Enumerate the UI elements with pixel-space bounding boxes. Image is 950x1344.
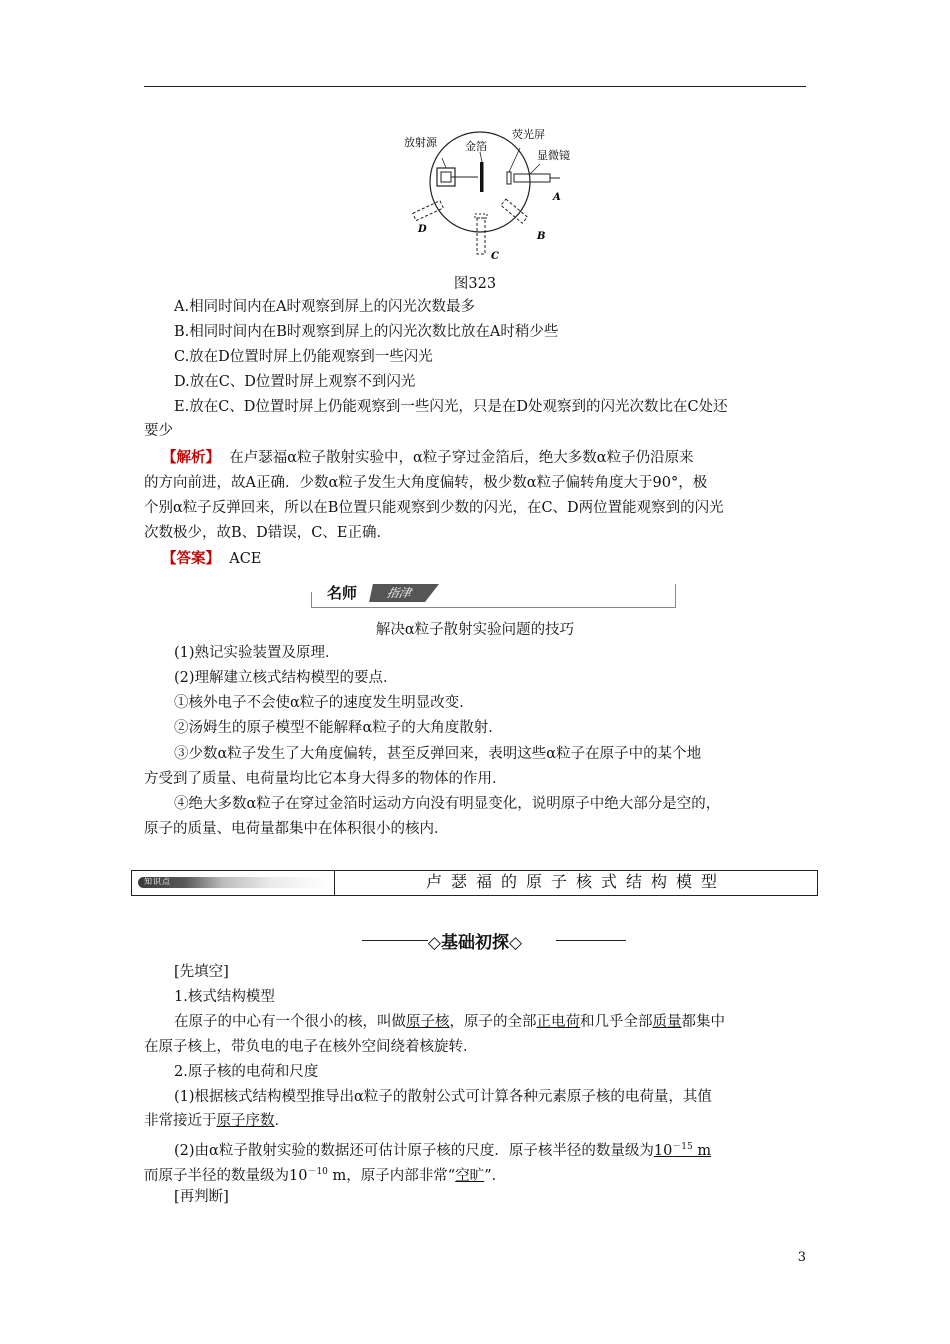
microscope-A <box>514 174 550 182</box>
tips-title: 解决α粒子散射实验问题的技巧 <box>375 622 575 638</box>
knowledge-point-label: 知识点 <box>144 877 171 886</box>
gold-foil <box>480 162 484 192</box>
tips-line-5: ③少数α粒子发生了大角度偏转，甚至反弹回来，表明这些α粒子在原子中的某个地 <box>174 746 702 762</box>
section-1-line-2: 在原子核上，带负电的电子在核外空间绕着核旋转． <box>144 1039 478 1055</box>
analysis-line-3: 个别α粒子反弹回来，所以在B位置只能观察到少数的闪光，在C、D两位置能观察到的闪光 <box>144 500 724 516</box>
knowledge-point-title: 卢瑟福的原子核式结构模型 <box>425 872 726 891</box>
tips-banner <box>311 582 676 608</box>
option-d: D.放在C、D位置时屏上观察不到闪光 <box>174 374 416 390</box>
label-B: B <box>537 231 546 242</box>
analysis-text-1: 在卢瑟福α粒子散射实验中，α粒子穿过金箔后，绝大多数α粒子仍沿原来 <box>229 450 694 466</box>
answer-tag: 【答案】 <box>162 551 220 567</box>
option-c: C.放在D位置时屏上仍能观察到一些闪光 <box>174 349 433 365</box>
label-foil: 金箔 <box>465 140 487 153</box>
option-a: A.相同时间内在A时观察到屏上的闪光次数最多 <box>174 299 476 315</box>
tips-line-1: (1)熟记实验装置及原理． <box>174 645 340 661</box>
tips-line-8: 原子的质量、电荷量都集中在体积很小的核内． <box>144 821 449 837</box>
option-e: E.放在C、D位置时屏上仍能观察到一些闪光，只是在D处观察到的闪光次数比在C处还 <box>174 399 728 415</box>
label-microscope: 显微镜 <box>537 149 570 162</box>
judge-tag: [再判断] <box>174 1189 229 1205</box>
figure-caption: 图323 <box>453 276 497 292</box>
answer-value: ACE <box>229 551 262 567</box>
label-D: D <box>418 224 427 235</box>
section-2-p2-line-1: (2)由α粒子散射实验的数据还可估计原子核的尺度．原子核半径的数量级为$10^{-15}$ m <box>174 1142 712 1159</box>
tips-banner-label-a: 名师 <box>327 584 358 602</box>
section-1-title: 1.核式结构模型 <box>174 989 275 1005</box>
tips-line-2: (2)理解建立核式结构模型的要点． <box>174 670 398 686</box>
fill-blank-tag: [先填空] <box>174 964 229 980</box>
tips-line-3: ①核外电子不会使α粒子的速度发生明显改变． <box>174 695 474 711</box>
section-2-p1-line-2: 非常接近于原子序数． <box>144 1113 289 1129</box>
knowledge-point-bar <box>131 870 818 896</box>
answer-line <box>144 549 824 569</box>
section-2-p1-line-1: (1)根据核式结构模型推导出α粒子的散射公式可计算各种元素原子核的电荷量，其值 <box>174 1089 712 1105</box>
header-rule <box>144 86 806 87</box>
section-2-title: 2.原子核的电荷和尺度 <box>174 1064 319 1080</box>
analysis-line-4: 次数极少，故B、D错误，C、E正确． <box>144 525 391 541</box>
label-C: C <box>491 251 499 262</box>
option-e-cont: 要少 <box>144 423 173 439</box>
option-b: B.相同时间内在B时观察到屏上的闪光次数比放在A时稍少些 <box>174 324 559 340</box>
blank-atomic-nucleus: 原子核 <box>406 1014 450 1030</box>
blank-atomic-number: 原子序数 <box>216 1113 275 1129</box>
page-number: 3 <box>797 1250 806 1265</box>
section-2-p2-line-2: 而原子半径的数量级为$10^{-10}$ m，原子内部非常“空旷”． <box>144 1167 507 1184</box>
label-A: A <box>553 192 561 203</box>
tips-line-4: ②汤姆生的原子模型不能解释α粒子的大角度散射． <box>174 720 503 736</box>
basics-heading: ◇基础初探◇ <box>427 933 523 953</box>
alpha-scattering-apparatus-figure <box>390 126 590 266</box>
analysis-tag: 【解析】 <box>162 450 220 466</box>
tips-line-7: ④绝大多数α粒子在穿过金箔时运动方向没有明显变化，说明原子中绝大部分是空的， <box>174 796 721 812</box>
section-1-line-1: 在原子的中心有一个很小的核，叫做原子核，原子的全部正电荷和几乎全部质量都集中 <box>174 1014 725 1030</box>
blank-nucleus-radius: $10^{-15}$ m <box>653 1142 712 1159</box>
blank-empty: 空旷 <box>455 1167 485 1184</box>
tips-banner-label-b: 指津 <box>369 584 429 602</box>
label-screen: 荧光屏 <box>512 128 545 141</box>
analysis-line-2: 的方向前进，故A正确．少数α粒子发生大角度偏转，极少数α粒子偏转角度大于90°，极 <box>144 475 708 491</box>
label-source: 放射源 <box>404 136 437 149</box>
blank-positive-charge: 正电荷 <box>536 1014 580 1030</box>
screen-A <box>507 172 511 184</box>
tips-line-6: 方受到了质量、电荷量均比它本身大得多的物体的作用． <box>144 771 507 787</box>
blank-mass: 质量 <box>652 1014 682 1030</box>
analysis-line-1 <box>144 448 824 468</box>
